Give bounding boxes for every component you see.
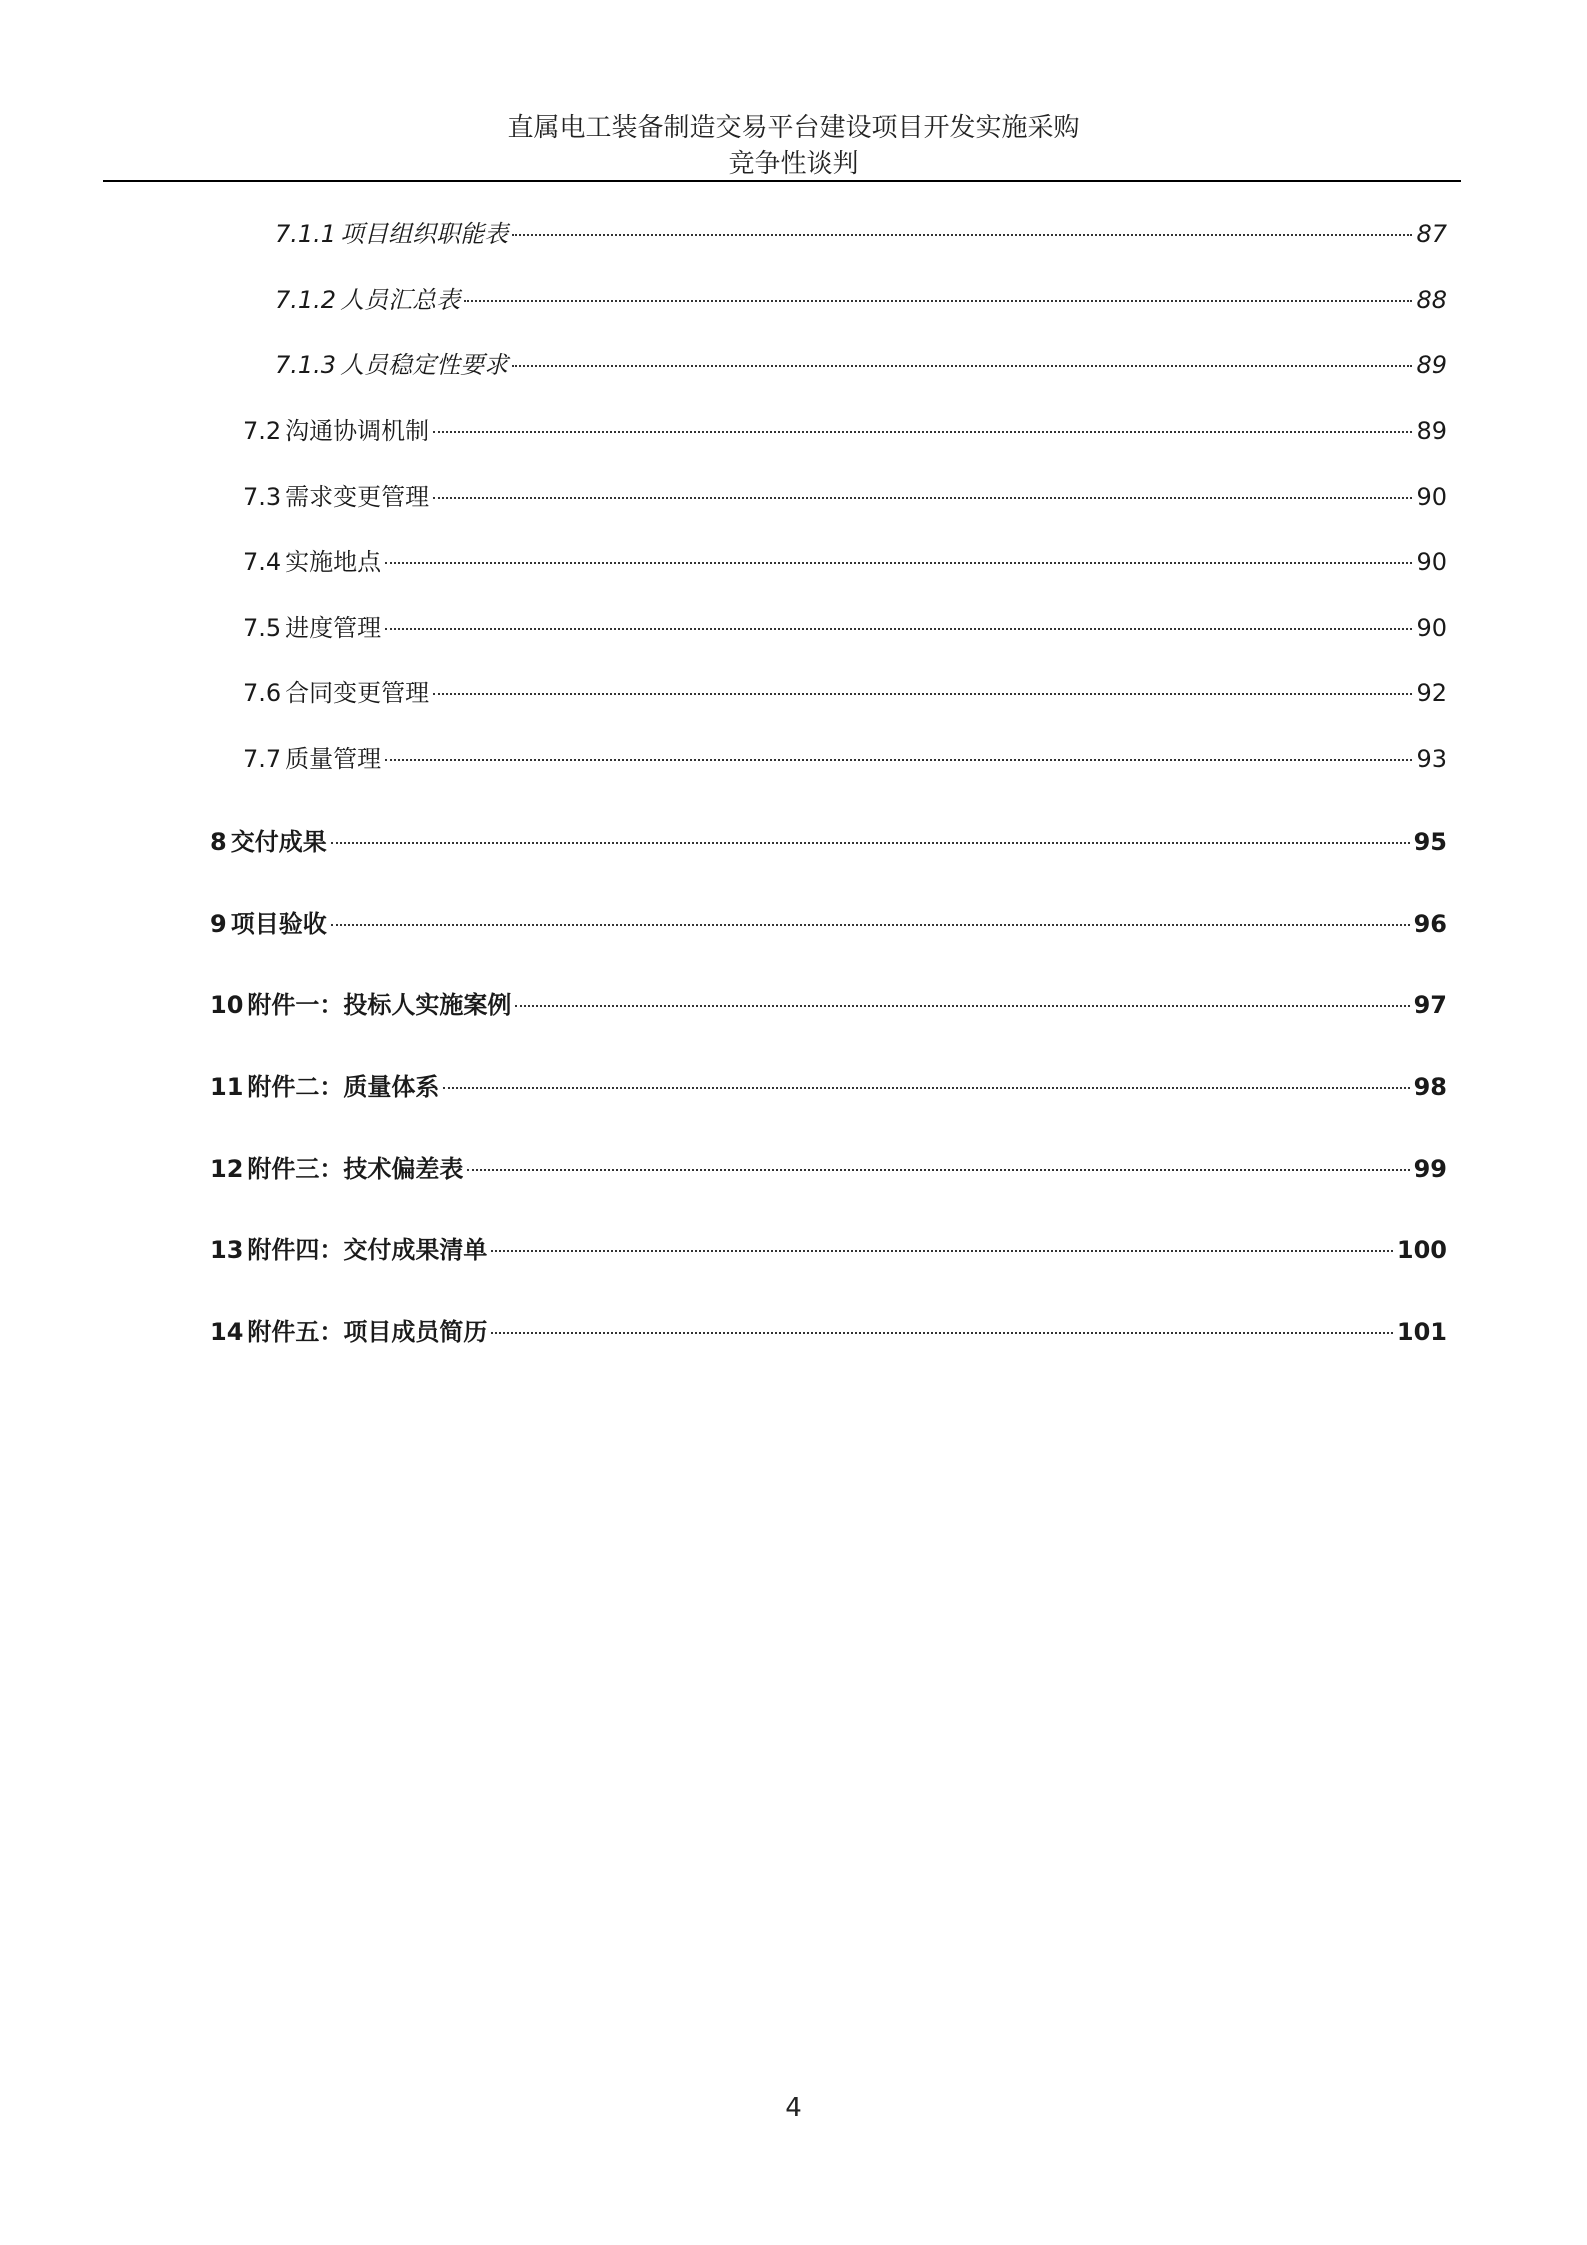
toc-entry-title: 质量管理: [285, 745, 382, 773]
toc-entry-title: 附件二：质量体系: [247, 1073, 440, 1101]
toc-entry-number: 9: [210, 910, 227, 938]
toc-entry-number: 7.7: [243, 745, 282, 773]
toc-entry-title: 人员稳定性要求: [340, 351, 509, 379]
toc-entry-page: 88: [1416, 286, 1447, 314]
toc-entry-page: 90: [1416, 483, 1447, 511]
toc-entry-7-2[interactable]: [243, 414, 1447, 448]
toc-entry-title: 附件三：技术偏差表: [247, 1155, 464, 1183]
toc-entry-title: 实施地点: [285, 548, 382, 576]
document-title: 直属电工装备制造交易平台建设项目开发实施采购: [507, 113, 1080, 143]
toc-entry-10[interactable]: [210, 988, 1447, 1022]
toc-entry-page: 89: [1416, 351, 1447, 379]
toc-entry-number: 12: [210, 1155, 244, 1183]
document-subtitle: 竞争性谈判: [728, 149, 859, 179]
dot-leader: [433, 431, 1412, 433]
dot-leader: [433, 497, 1412, 499]
toc-entry-7-5[interactable]: [243, 611, 1447, 645]
dot-leader: [433, 693, 1412, 695]
toc-entry-page: 99: [1413, 1155, 1447, 1183]
toc-entry-number: 7.6: [243, 679, 282, 707]
toc-entry-title: 合同变更管理: [285, 679, 430, 707]
toc-entry-7-6[interactable]: [243, 676, 1447, 710]
toc-entry-page: 87: [1416, 220, 1447, 248]
toc-entry-number: 10: [210, 991, 244, 1019]
toc-entry-number: 7.1.2: [275, 286, 337, 314]
toc-entry-number: 8: [210, 828, 227, 856]
toc-entry-7-1-1[interactable]: [275, 217, 1447, 251]
toc-entry-7-1-2[interactable]: [275, 283, 1447, 317]
toc-entry-11[interactable]: [210, 1070, 1447, 1104]
dot-leader: [512, 234, 1412, 236]
toc-entry-7-1-3[interactable]: [275, 348, 1447, 382]
toc-entry-8[interactable]: [210, 825, 1447, 859]
toc-entry-9[interactable]: [210, 907, 1447, 941]
toc-entry-number: 7.3: [243, 483, 282, 511]
dot-leader: [385, 759, 1412, 761]
dot-leader: [331, 842, 1410, 844]
toc-entry-title: 附件五：项目成员简历: [247, 1318, 488, 1346]
toc-entry-page: 89: [1416, 417, 1447, 445]
toc-entry-page: 96: [1413, 910, 1447, 938]
page-number: 4: [785, 2093, 802, 2123]
toc-entry-title: 交付成果: [230, 828, 327, 856]
dot-leader: [385, 562, 1412, 564]
toc-entry-page: 95: [1413, 828, 1447, 856]
toc-entry-title: 需求变更管理: [285, 483, 430, 511]
toc-entry-title: 附件四：交付成果清单: [247, 1236, 488, 1264]
dot-leader: [331, 924, 1410, 926]
toc-entry-number: 13: [210, 1236, 244, 1264]
toc-entry-title: 人员汇总表: [340, 286, 461, 314]
toc-entry-title: 进度管理: [285, 614, 382, 642]
dot-leader: [491, 1250, 1392, 1252]
toc-entry-number: 14: [210, 1318, 244, 1346]
toc-entry-page: 92: [1416, 679, 1447, 707]
toc-entry-14[interactable]: [210, 1315, 1447, 1349]
toc-entry-page: 90: [1416, 548, 1447, 576]
toc-entry-7-7[interactable]: [243, 742, 1447, 776]
toc-entry-page: 93: [1416, 745, 1447, 773]
dot-leader: [443, 1087, 1409, 1089]
toc-entry-number: 7.5: [243, 614, 282, 642]
toc-entry-number: 7.2: [243, 417, 282, 445]
toc-entry-page: 98: [1413, 1073, 1447, 1101]
dot-leader: [512, 365, 1412, 367]
toc-entry-page: 100: [1396, 1236, 1447, 1264]
toc-entry-title: 项目组织职能表: [340, 220, 509, 248]
dot-leader: [385, 628, 1412, 630]
toc-entry-number: 11: [210, 1073, 244, 1101]
dot-leader: [464, 300, 1412, 302]
toc-entry-7-4[interactable]: [243, 545, 1447, 579]
toc-entry-12[interactable]: [210, 1152, 1447, 1186]
toc-entry-number: 7.1.3: [275, 351, 337, 379]
dot-leader: [467, 1169, 1409, 1171]
dot-leader: [515, 1005, 1409, 1007]
toc-entry-page: 101: [1396, 1318, 1447, 1346]
toc-entry-title: 项目验收: [230, 910, 327, 938]
toc-entry-number: 7.4: [243, 548, 282, 576]
toc-entry-page: 90: [1416, 614, 1447, 642]
dot-leader: [491, 1332, 1392, 1334]
toc-entry-page: 97: [1413, 991, 1447, 1019]
toc-entry-title: 沟通协调机制: [285, 417, 430, 445]
toc-entry-title: 附件一：投标人实施案例: [247, 991, 512, 1019]
toc-entry-number: 7.1.1: [275, 220, 337, 248]
toc-entry-7-3[interactable]: [243, 480, 1447, 514]
toc-entry-13[interactable]: [210, 1233, 1447, 1267]
